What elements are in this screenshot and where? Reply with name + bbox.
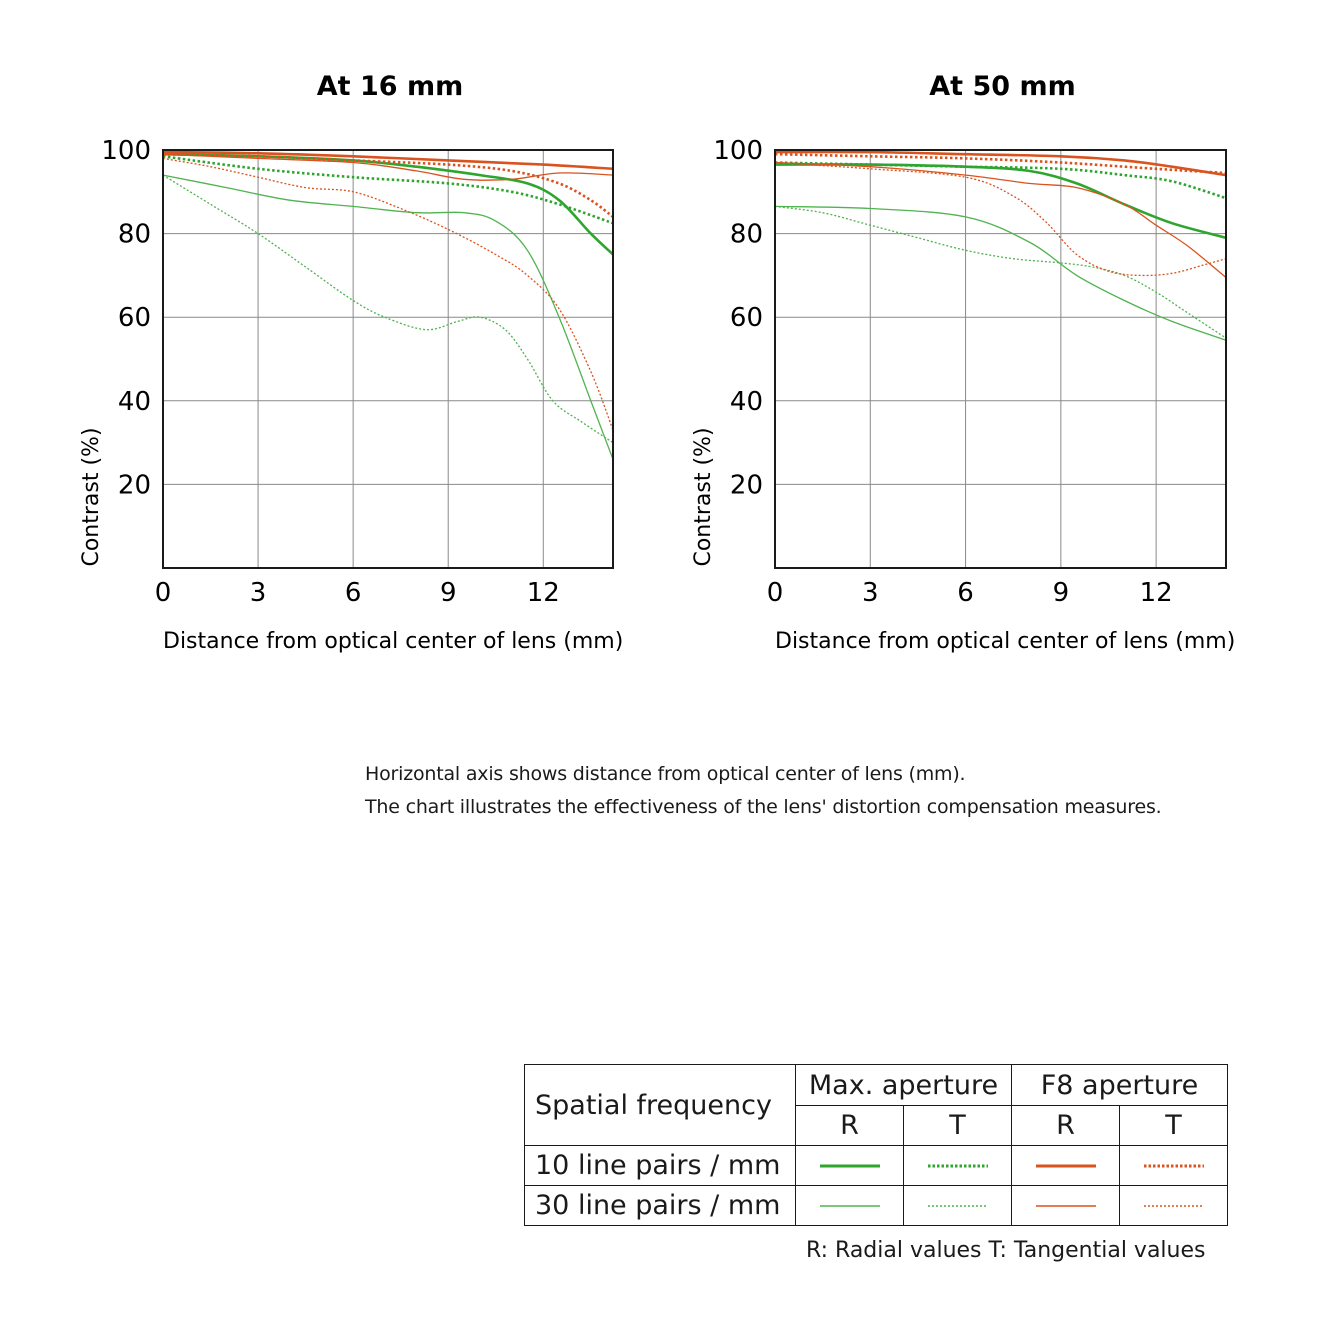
legend-group-f8-aperture: F8 aperture	[1012, 1065, 1228, 1106]
note-line-1: Horizontal axis shows distance from optical center of lens (mm).	[365, 763, 966, 785]
x-tick-label: 12	[526, 578, 560, 608]
legend-note: R: Radial values T: Tangential values	[806, 1238, 1206, 1263]
x-tick-label: 0	[154, 578, 172, 608]
x-tick-label: 3	[249, 578, 267, 608]
x-tick-label: 9	[1052, 578, 1070, 608]
legend-subheader-f8-r: R	[1012, 1106, 1120, 1146]
legend-row-30lp-label: 30 line pairs / mm	[525, 1186, 796, 1226]
legend-group-max-aperture: Max. aperture	[796, 1065, 1012, 1106]
note-line-2: The chart illustrates the effectiveness of the lens' distortion compensation measures.	[365, 796, 1162, 818]
y-tick-label: 60	[729, 303, 763, 334]
x-tick-label: 6	[957, 578, 974, 608]
legend-swatch-max-t-10	[926, 1161, 990, 1171]
legend-swatch-max-t-30	[926, 1201, 990, 1211]
x-tick-label: 3	[862, 578, 879, 608]
chart-at-16mm	[79, 71, 623, 654]
x-tick-label: 6	[344, 578, 362, 608]
y-tick-label: 80	[729, 219, 763, 250]
legend-swatch-max-r-30	[818, 1201, 882, 1211]
y-tick-label: 100	[101, 136, 151, 166]
x-tick-label: 9	[439, 578, 457, 608]
series-line	[163, 175, 613, 443]
y-tick-label: 20	[117, 470, 151, 501]
x-axis-label: Distance from optical center of lens (mm)	[775, 629, 1236, 654]
y-tick-label: 40	[729, 386, 763, 417]
legend-swatch-f8-t-10	[1142, 1161, 1206, 1171]
y-axis-label: Contrast (%)	[691, 427, 716, 567]
legend-row-10lp-label: 10 line pairs / mm	[525, 1146, 796, 1186]
legend-swatch-f8-r-30	[1034, 1201, 1098, 1211]
series-line	[163, 154, 613, 254]
x-axis-label: Distance from optical center of lens (mm)	[163, 629, 624, 654]
plot-frame	[163, 150, 613, 568]
series-line	[775, 163, 1226, 199]
plot-frame	[775, 150, 1226, 568]
chart-notes	[365, 758, 1161, 824]
y-tick-label: 80	[117, 219, 151, 250]
chart-title: At 16 mm	[316, 71, 464, 102]
legend-table	[524, 1064, 1228, 1226]
legend-header-spatial-frequency: Spatial frequency	[525, 1065, 796, 1146]
legend-subheader-max-t: T	[904, 1106, 1012, 1146]
chart-at-50mm	[691, 71, 1235, 654]
y-tick-label: 60	[117, 303, 151, 334]
chart-title: At 50 mm	[929, 71, 1076, 102]
y-tick-label: 40	[117, 386, 151, 417]
legend-swatch-f8-t-30	[1142, 1201, 1206, 1211]
y-axis-label: Contrast (%)	[79, 427, 104, 567]
x-tick-label: 12	[1139, 578, 1173, 608]
legend-subheader-max-r: R	[796, 1106, 904, 1146]
x-tick-label: 0	[766, 578, 784, 608]
y-tick-label: 20	[729, 470, 763, 501]
y-tick-label: 100	[713, 136, 763, 166]
series-line	[775, 163, 1226, 278]
legend-subheader-f8-t: T	[1120, 1106, 1228, 1146]
legend-swatch-f8-r-10	[1034, 1161, 1098, 1171]
legend-swatch-max-r-10	[818, 1161, 882, 1171]
